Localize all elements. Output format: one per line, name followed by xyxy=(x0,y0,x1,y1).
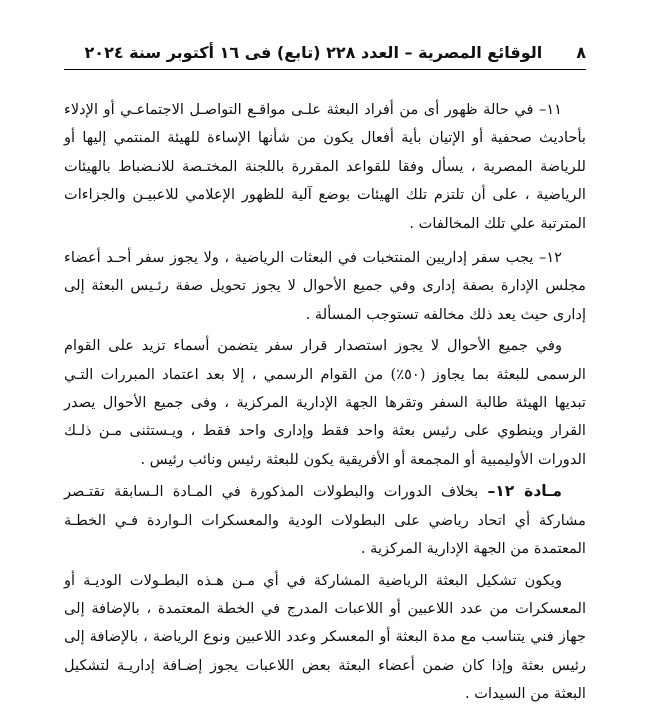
header-title: الوقائع المصرية – العدد ٢٢٨ (تابع) فى ١٦ أكتوبر سنة ٢٠٢٤ xyxy=(84,43,543,62)
article-12-text: بخلاف الدورات والبطولات المذكورة في المـادة الـسابقة تقتـصر مشاركة أي اتحاد رياضي على البطولات الودية والمعسكرات الـواردة فـي الخطـة المعتمدة من الجهة الإدارية المركزية . xyxy=(64,483,586,558)
clause-12-paragraph: ١٢– يجب سفر إداريين المنتخبات في البعثات الرياضية ، ولا يجوز سفر أحـد أعضاء مجلس الإدارة بصفة إدارى وفي جميع الأحوال لا يجوز تحويل صفة رئـيس البعثة إلى إدارى حيث يعد ذلك مخالفه تستوجب المسألة . xyxy=(64,249,586,323)
clause-11-paragraph: ١١– في حالة ظهور أى من أفراد البعثة علـى مواقـع التواصـل الاجتماعـي أو الإدلاء بأحاديث صحفية أو الإتيان بأية أفعال يكون من شأنها الإساءة للهيئة المنتمي إليها أو للرياضة المصرية ، يسأل وفقا للقواعد المقررة باللجنة المختـصة للانـضباط بالهيئات الرياضية ، على أن تلتزم تلك الهيئات بوضع آلية للظهور الإعلامي للاعبيـن والجزاءات المترتبة علي تلك المخالفات . xyxy=(64,101,586,232)
document-body xyxy=(64,96,586,709)
delegation-formation-paragraph: ويكون تشكيل البعثة الرياضية المشاركة في أي مـن هـذه البطـولات الوديـة أو المعسكرات من عدد اللاعبين أو اللاعبات المدرج في الخطة المعتمدة ، بالإضافة إلى جهاز فني يتناسب مع مدة البعثة أو المعسكر وعدد اللاعبين ونوع الرياضة ، بالإضافة إلى رئيس بعثة وإذا كان ضمن أعضاء البعثة بعض اللاعبات يجوز إضـافة إداريـة لتشكيل البعثة من السيدات . xyxy=(64,571,586,703)
page-number: ٨ xyxy=(576,43,586,62)
article-12-paragraph xyxy=(64,477,586,563)
header-divider xyxy=(64,69,586,70)
article-label: مـادة ١٢– xyxy=(487,482,562,501)
general-provisions-paragraph: وفي جميع الأحوال لا يجوز استصدار قرار سفر يتضمن أسماء تزيد على القوام الرسمى للبعثة بما يجاوز (٥٠٪) من القوام الرسمي ، إلا بعد اعتماد المبررات التـي تبديها الهيئة طالبة السفر وتقرها الجهة الإدارية المركزية ، وفى جميع الأحوال يصدر القرار وينطوي على رئيس بعثة واحد فقط وإدارى واحد فقط ، ويـستثنى مـن ذلـك الدورات الأوليمبية أو المجمعة أو الأفريقية يكون للبعثة رئيس ونائب رئيس . xyxy=(64,337,586,468)
page-header xyxy=(64,32,586,62)
